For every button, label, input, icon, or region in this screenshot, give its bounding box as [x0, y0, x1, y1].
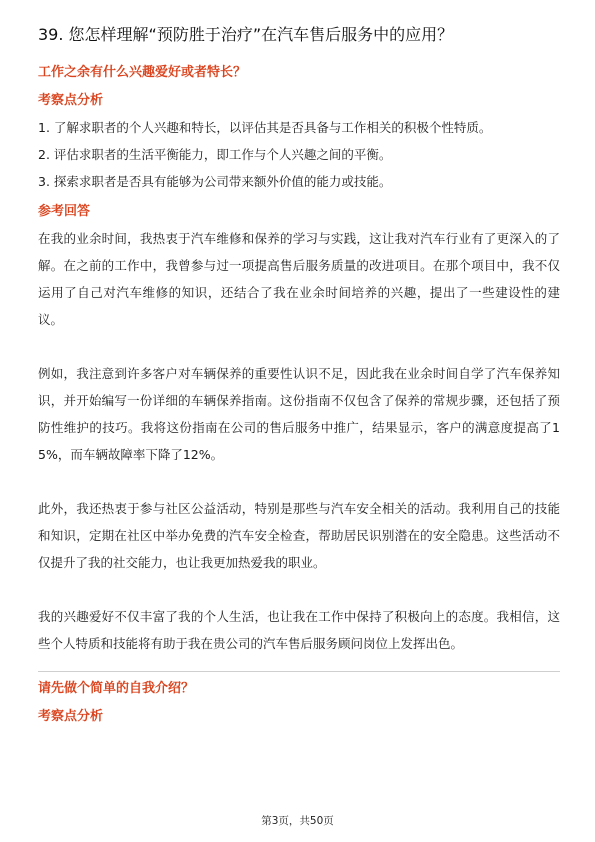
analysis-list	[38, 114, 560, 195]
page-number: 第3页，共50页	[261, 815, 334, 827]
analysis-item: 1. 了解求职者的个人兴趣和特长，以评估其是否具备与工作相关的积极个性特质。	[38, 120, 492, 135]
section-question-self-intro: 请先做个简单的自我介绍？	[38, 681, 195, 696]
analysis-item: 2. 评估求职者的生活平衡能力，即工作与个人兴趣之间的平衡。	[38, 147, 392, 162]
analysis-heading: 考察点分析	[38, 93, 104, 108]
answer-paragraph: 我的兴趣爱好不仅丰富了我的个人生活，也让我在工作中保持了积极向上的态度。我相信，这些个人特质和技能将有助于我在贵公司的汽车售后服务顾问岗位上发挥出色。	[38, 609, 560, 651]
answer-heading: 参考回答	[38, 204, 91, 219]
answer-paragraph: 例如，我注意到许多客户对车辆保养的重要性认识不足，因此我在业余时间自学了汽车保养知识，并开始编写一份详细的车辆保养指南。这份指南不仅包含了保养的常规步骤，还包括了预防性维护的技巧。我将这份指南在公司的售后服务中推广，结果显示，客户的满意度提高了15%，而车辆故障率下降了12%。	[38, 366, 560, 462]
analysis-heading: 考察点分析	[38, 709, 104, 724]
answer-paragraph: 在我的业余时间，我热衷于汽车维修和保养的学习与实践，这让我对汽车行业有了更深入的了解。在之前的工作中，我曾参与过一项提高售后服务质量的改进项目。在那个项目中，我不仅运用了自己对汽车维修的知识，还结合了我在业余时间培养的兴趣，提出了一些建设性的建议。	[38, 231, 560, 327]
main-question-title: 39. 您怎样理解“预防胜于治疗”在汽车售后服务中的应用？	[38, 25, 454, 44]
analysis-item: 3. 探索求职者是否具有能够为公司带来额外价值的能力或技能。	[38, 174, 392, 189]
section-divider	[38, 671, 560, 672]
answer-body	[38, 225, 560, 657]
content-area	[38, 62, 560, 728]
section-question-hobbies: 工作之余有什么兴趣爱好或者特长？	[38, 65, 247, 80]
answer-paragraph: 此外，我还热衷于参与社区公益活动，特别是那些与汽车安全相关的活动。我利用自己的技能和知识，定期在社区中举办免费的汽车安全检查，帮助居民识别潜在的安全隐患。这些活动不仅提升了我的社交能力，也让我更加热爱我的职业。	[38, 501, 560, 570]
